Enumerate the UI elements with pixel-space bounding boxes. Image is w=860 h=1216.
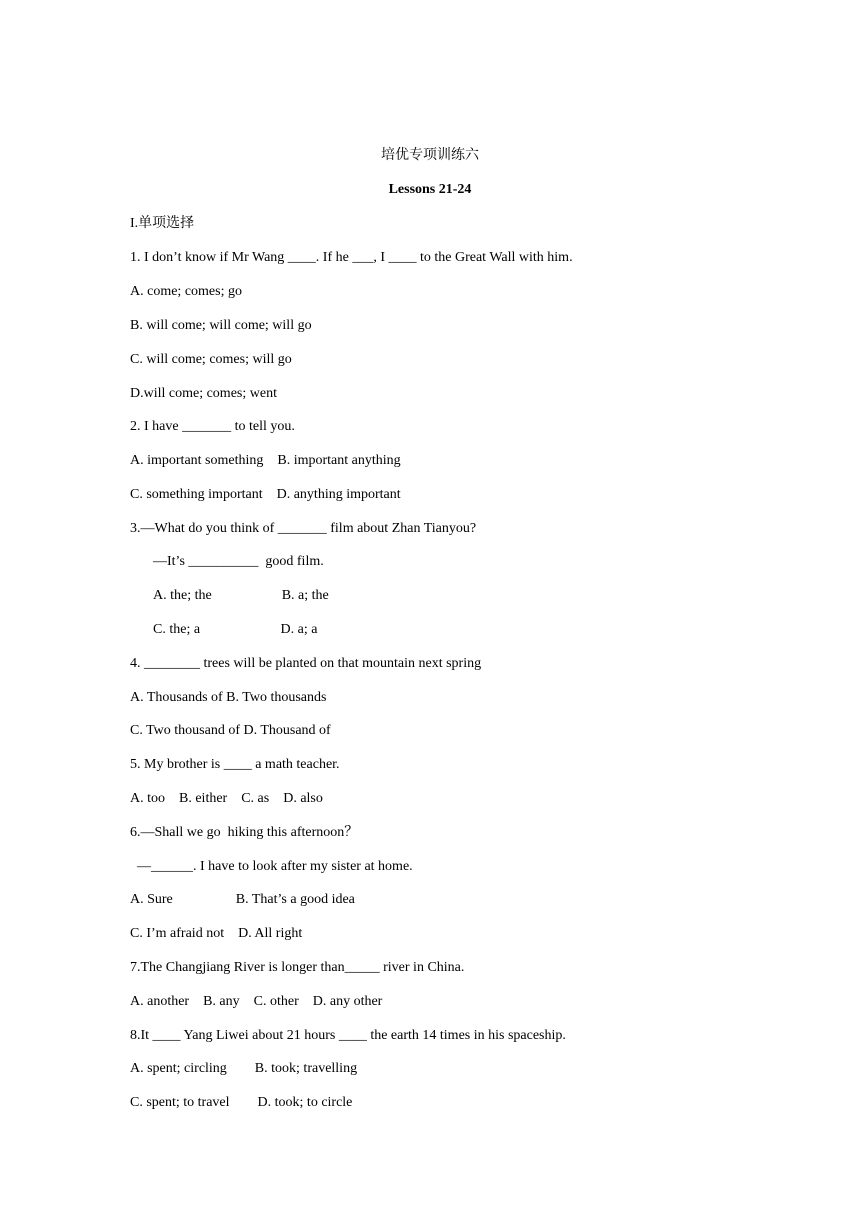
question-5-options: A. too B. either C. as D. also (130, 791, 323, 806)
question-2-stem: 2. I have _______ to tell you. (130, 419, 295, 434)
question-7-stem: 7.The Changjiang River is longer than_____ river in China. (130, 960, 465, 975)
question-6-stem: 6.—Shall we go hiking this afternoon？ (130, 825, 359, 840)
question-3-reply: —It’s __________ good film. (153, 554, 324, 569)
question-6-options-ab: A. Sure B. That’s a good idea (130, 892, 355, 907)
question-1-option-c: C. will come; comes; will go (130, 352, 292, 367)
question-1-option-a: A. come; comes; go (130, 284, 242, 299)
question-4-options-ab: A. Thousands of B. Two thousands (130, 690, 327, 705)
question-3-options-ab: A. the; the B. a; the (153, 588, 329, 603)
section-heading: I.单项选择 (130, 216, 195, 231)
question-2-options-ab: A. important something B. important anything (130, 453, 401, 468)
question-6-options-cd: C. I’m afraid not D. All right (130, 926, 303, 941)
question-1-stem: 1. I don’t know if Mr Wang ____. If he ___, I ____ to the Great Wall with him. (130, 250, 573, 265)
question-1-option-d: D.will come; comes; went (130, 386, 277, 401)
page-subtitle: Lessons 21-24 (388, 182, 472, 197)
page-title: 培优专项训练六 (381, 148, 479, 163)
question-6-reply: —______. I have to look after my sister at home. (137, 859, 413, 874)
question-7-options: A. another B. any C. other D. any other (130, 994, 383, 1009)
question-2-options-cd: C. something important D. anything important (130, 487, 401, 502)
question-8-options-cd: C. spent; to travel D. took; to circle (130, 1095, 353, 1110)
question-1-option-b: B. will come; will come; will go (130, 318, 312, 333)
question-8-stem: 8.It ____ Yang Liwei about 21 hours ____ the earth 14 times in his spaceship. (130, 1028, 566, 1043)
question-4-stem: 4. ________ trees will be planted on that mountain next spring (130, 656, 482, 671)
question-5-stem: 5. My brother is ____ a math teacher. (130, 757, 340, 772)
question-3-options-cd: C. the; a D. a; a (153, 622, 318, 637)
question-3-stem: 3.—What do you think of _______ film about Zhan Tianyou? (130, 521, 477, 536)
question-4-options-cd: C. Two thousand of D. Thousand of (130, 723, 331, 738)
question-8-options-ab: A. spent; circling B. took; travelling (130, 1061, 358, 1076)
